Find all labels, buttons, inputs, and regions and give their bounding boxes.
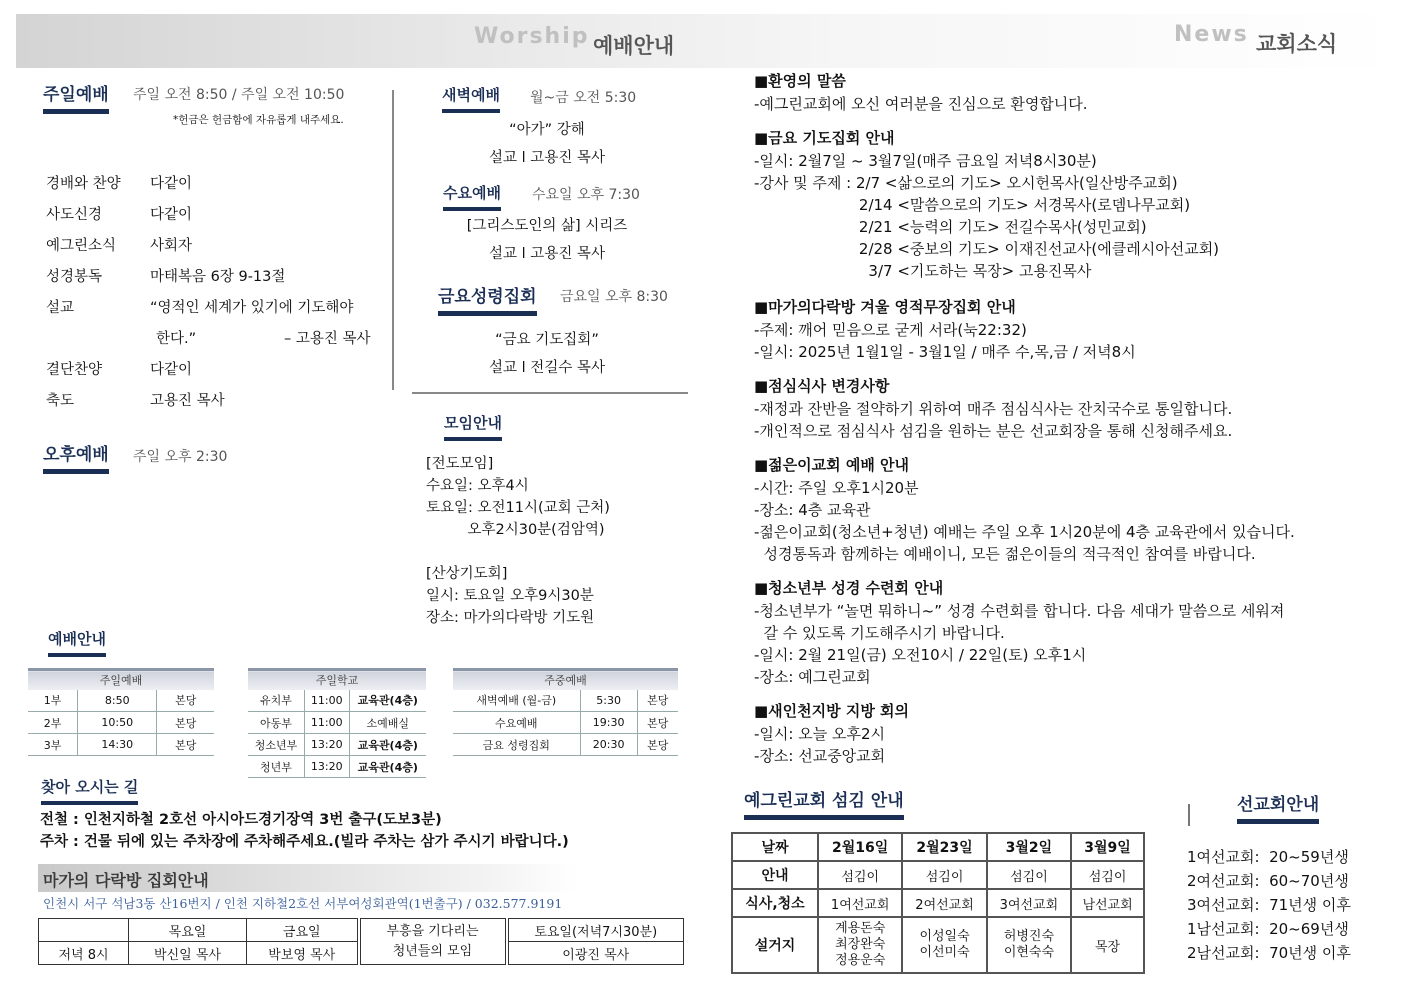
list-item: 2남선교회: 70년생 이후 <box>1187 944 1351 962</box>
sunday-time: 주일 오전 8:50 / 주일 오전 10:50 <box>133 87 345 103</box>
table-row: 청소년부 13:20 교육관(4층) <box>248 734 426 756</box>
news-item: ■젊은이교회 예배 안내 -시간: 주일 오후1시20분 -장소: 4층 교육관 -젊은이교회(청소년+청년) 예배는 주일 오후 1시20분에 4층 교육관에서 있습니다. 성경통독과 함께하는 예배이니, 모든 젊은이들의 적극적인 참여를 바랍니다. <box>754 456 1295 563</box>
table-row: 유치부 11:00 교육관(4층) <box>248 690 426 712</box>
news-item: ■점심식사 변경사항 -재정과 잔반을 절약하기 위하여 매주 점심식사는 잔치국수로 통일합니다. -개인적으로 점심식사 섬김을 원하는 분은 선교회장을 통해 신청해주세요. <box>754 377 1233 440</box>
sunday-school-table: 주일학교 유치부 11:00 교육관(4층) 아동부 11:00 소예배실 청소년부 13:20 교육관(4층) 청년부 13:20 교육관(4층) <box>248 668 426 778</box>
maga-address: 인천시 서구 석남3동 산16번지 / 인천 지하철2호선 서부여성회관역(1번출구) / 032.577.9191 <box>43 896 563 911</box>
mission-divider <box>1188 804 1190 826</box>
directions-subway: 전철 : 인천지하철 2호선 아시아드경기장역 3번 출구(도보3분) <box>40 812 442 828</box>
sunday-order <box>46 172 386 420</box>
sunday-worship-table: 주일예배 1부 8:50 본당 2부 10:50 본당 3부 14:30 본당 <box>28 668 214 756</box>
directions-title: 찾아 오시는 길 <box>41 776 138 805</box>
sermon-preacher: – 고용진 목사 <box>284 331 371 347</box>
serving-title: 예그린교회 섬김 안내 <box>744 786 904 820</box>
order-row: 설교 “영적인 세계가 있기에 기도해야 <box>46 300 354 316</box>
news-item: ■환영의 말씀 -예그린교회에 오신 여러분을 진심으로 환영합니다. <box>754 72 1088 113</box>
news-item: ■새인천지방 지방 회의 -일시: 오늘 오후2시 -장소: 선교중앙교회 <box>754 702 910 765</box>
friday-time: 금요일 오후 8:30 <box>560 289 668 305</box>
news-ko-title: 교회소식 <box>1256 32 1338 56</box>
friday-title: 금요성령집회 <box>438 282 537 316</box>
offering-note: *헌금은 헌금함에 자유롭게 내주세요. <box>173 114 344 126</box>
afternoon-title: 오후예배 <box>43 440 109 474</box>
maga-table: 목요일 금요일 부흥을 기다리는 청년들의 모임 토요일(저녁7시30분) 저녁 8시 박신일 목사 박보영 목사 이광진 목사 <box>38 918 684 965</box>
order-row: 축도 고용진 목사 <box>46 393 225 409</box>
list-item: 1여선교회: 20~59년생 <box>1187 848 1349 866</box>
directions-parking: 주차 : 건물 뒤에 있는 주차장에 주차해주세요.(빌라 주차는 삼가 주시기 바랍니다.) <box>40 834 569 850</box>
wednesday-title: 수요예배 <box>443 182 501 211</box>
wednesday-line2: 설교 l 고용진 목사 <box>489 246 605 262</box>
news-list <box>754 70 1394 770</box>
order-row: 예그린소식 사회자 <box>46 238 193 254</box>
mission-list <box>1187 846 1351 966</box>
table-row: 금요 성령집회 20:30 본당 <box>453 734 678 756</box>
table-row: 3부 14:30 본당 <box>28 734 214 756</box>
news-en-title: News <box>1174 22 1249 47</box>
table-row: 설거지 계용돈숙 최장완숙 정용운숙 이성일숙 이선미숙 허병진숙 이현숙숙 목장 <box>732 917 1144 973</box>
order-row: 성경봉독 마태복음 6장 9-13절 <box>46 269 286 285</box>
mission-title: 선교회안내 <box>1237 790 1319 824</box>
list-item: 3여선교회: 71년생 이후 <box>1187 896 1351 914</box>
section-divider <box>412 392 688 394</box>
meetings-title: 모임안내 <box>444 412 502 441</box>
table-row: 아동부 11:00 소예배실 <box>248 712 426 734</box>
news-item: ■금요 기도집회 안내 -일시: 2월7일 ~ 3월7일(매주 금요일 저녁8시30분) -강사 및 주제 : 2/7 <삶으로의 기도> 오시헌목사(일산방주교회) 2/14 <말씀으로의 기도> 서경목사(로뎀나무교회) 2/21 <능력의 기도> 전길수목사(성민교회) 2/28 <중보의 기도> 이재진선교사(에클레시아선교회) 3/7 <기도하는 목장> 고용진목사 <box>754 129 1220 280</box>
dawn-title: 새벽예배 <box>442 84 500 113</box>
dawn-line2: 설교 l 고용진 목사 <box>489 150 605 166</box>
table-row: 2부 10:50 본당 <box>28 712 214 734</box>
order-row: 결단찬양 다같이 <box>46 362 193 378</box>
afternoon-time: 주일 오후 2:30 <box>133 449 228 465</box>
friday-line2: 설교 l 전길수 목사 <box>489 360 605 376</box>
table-row: 청년부 13:20 교육관(4층) <box>248 756 426 778</box>
worship-en-title: Worship <box>474 24 590 49</box>
maga-title: 마가의 다락방 집회안내 <box>43 871 209 890</box>
friday-line1: “금요 기도집회” <box>495 332 599 348</box>
list-item: 1남선교회: 20~69년생 <box>1187 920 1349 938</box>
table-row: 1부 8:50 본당 <box>28 690 214 712</box>
column-divider <box>392 90 394 390</box>
worship-ko-title: 예배안내 <box>593 34 675 58</box>
news-item: ■청소년부 성경 수련회 안내 -청소년부가 “놀면 뭐하니~” 성경 수련회를 합니다. 다음 세대가 말씀으로 세워져 갈 수 있도록 기도해주시기 바랍니다. -일시: 2월 21일(금) 오전10시 / 22일(토) 오후1시 -장소: 예그린교회 <box>754 579 1285 686</box>
table-row: 수요예배 19:30 본당 <box>453 712 678 734</box>
list-item: 2여선교회: 60~70년생 <box>1187 872 1349 890</box>
news-item: ■마가의다락방 겨울 영적무장집회 안내 -주제: 깨어 믿음으로 굳게 서라(눅22:32) -일시: 2025년 1월1일 - 3월1일 / 매주 수,목,금 / 저녁8시 <box>754 298 1136 361</box>
order-row: 사도신경 다같이 <box>46 207 193 223</box>
wednesday-line1: [그리스도인의 삶] 시리즈 <box>466 218 628 234</box>
wednesday-time: 수요일 오후 7:30 <box>532 187 640 203</box>
order-row: 경배와 찬양 다같이 <box>46 176 193 192</box>
meetings-list: [전도모임] 수요일: 오후4시 토요일: 오전11시(교회 근처) 오후2시30분(검암역) [산상기도회] 일시: 토요일 오후9시30분 장소: 마가의다락방 기도원 <box>426 456 610 626</box>
sunday-title: 주일예배 <box>43 80 109 114</box>
dawn-time: 월~금 오전 5:30 <box>530 90 637 106</box>
order-row: 한다.” – 고용진 목사 <box>46 327 386 358</box>
table-row: 안내 섬김이 섬김이 섬김이 섬김이 <box>732 861 1144 889</box>
weekday-table: 주중예배 새벽예배 (월-금) 5:30 본당 수요예배 19:30 본당 금요 성령집회 20:30 본당 <box>453 668 678 756</box>
table-row: 새벽예배 (월-금) 5:30 본당 <box>453 690 678 712</box>
serving-table: 날짜 2월16일 2월23일 3월2일 3월9일 안내 섬김이 섬김이 섬김이 섬김이 식사,청소 1여선교회 2여선교회 3여선교회 남선교회 설거지 계용돈숙 최장완숙 정용운숙 이성일숙 이선미숙 허병진숙 이현숙숙 목장 <box>731 832 1145 974</box>
schedule-title: 예배안내 <box>48 628 106 657</box>
table-row: 식사,청소 1여선교회 2여선교회 3여선교회 남선교회 <box>732 889 1144 917</box>
dawn-line1: “아가” 강해 <box>509 122 585 138</box>
